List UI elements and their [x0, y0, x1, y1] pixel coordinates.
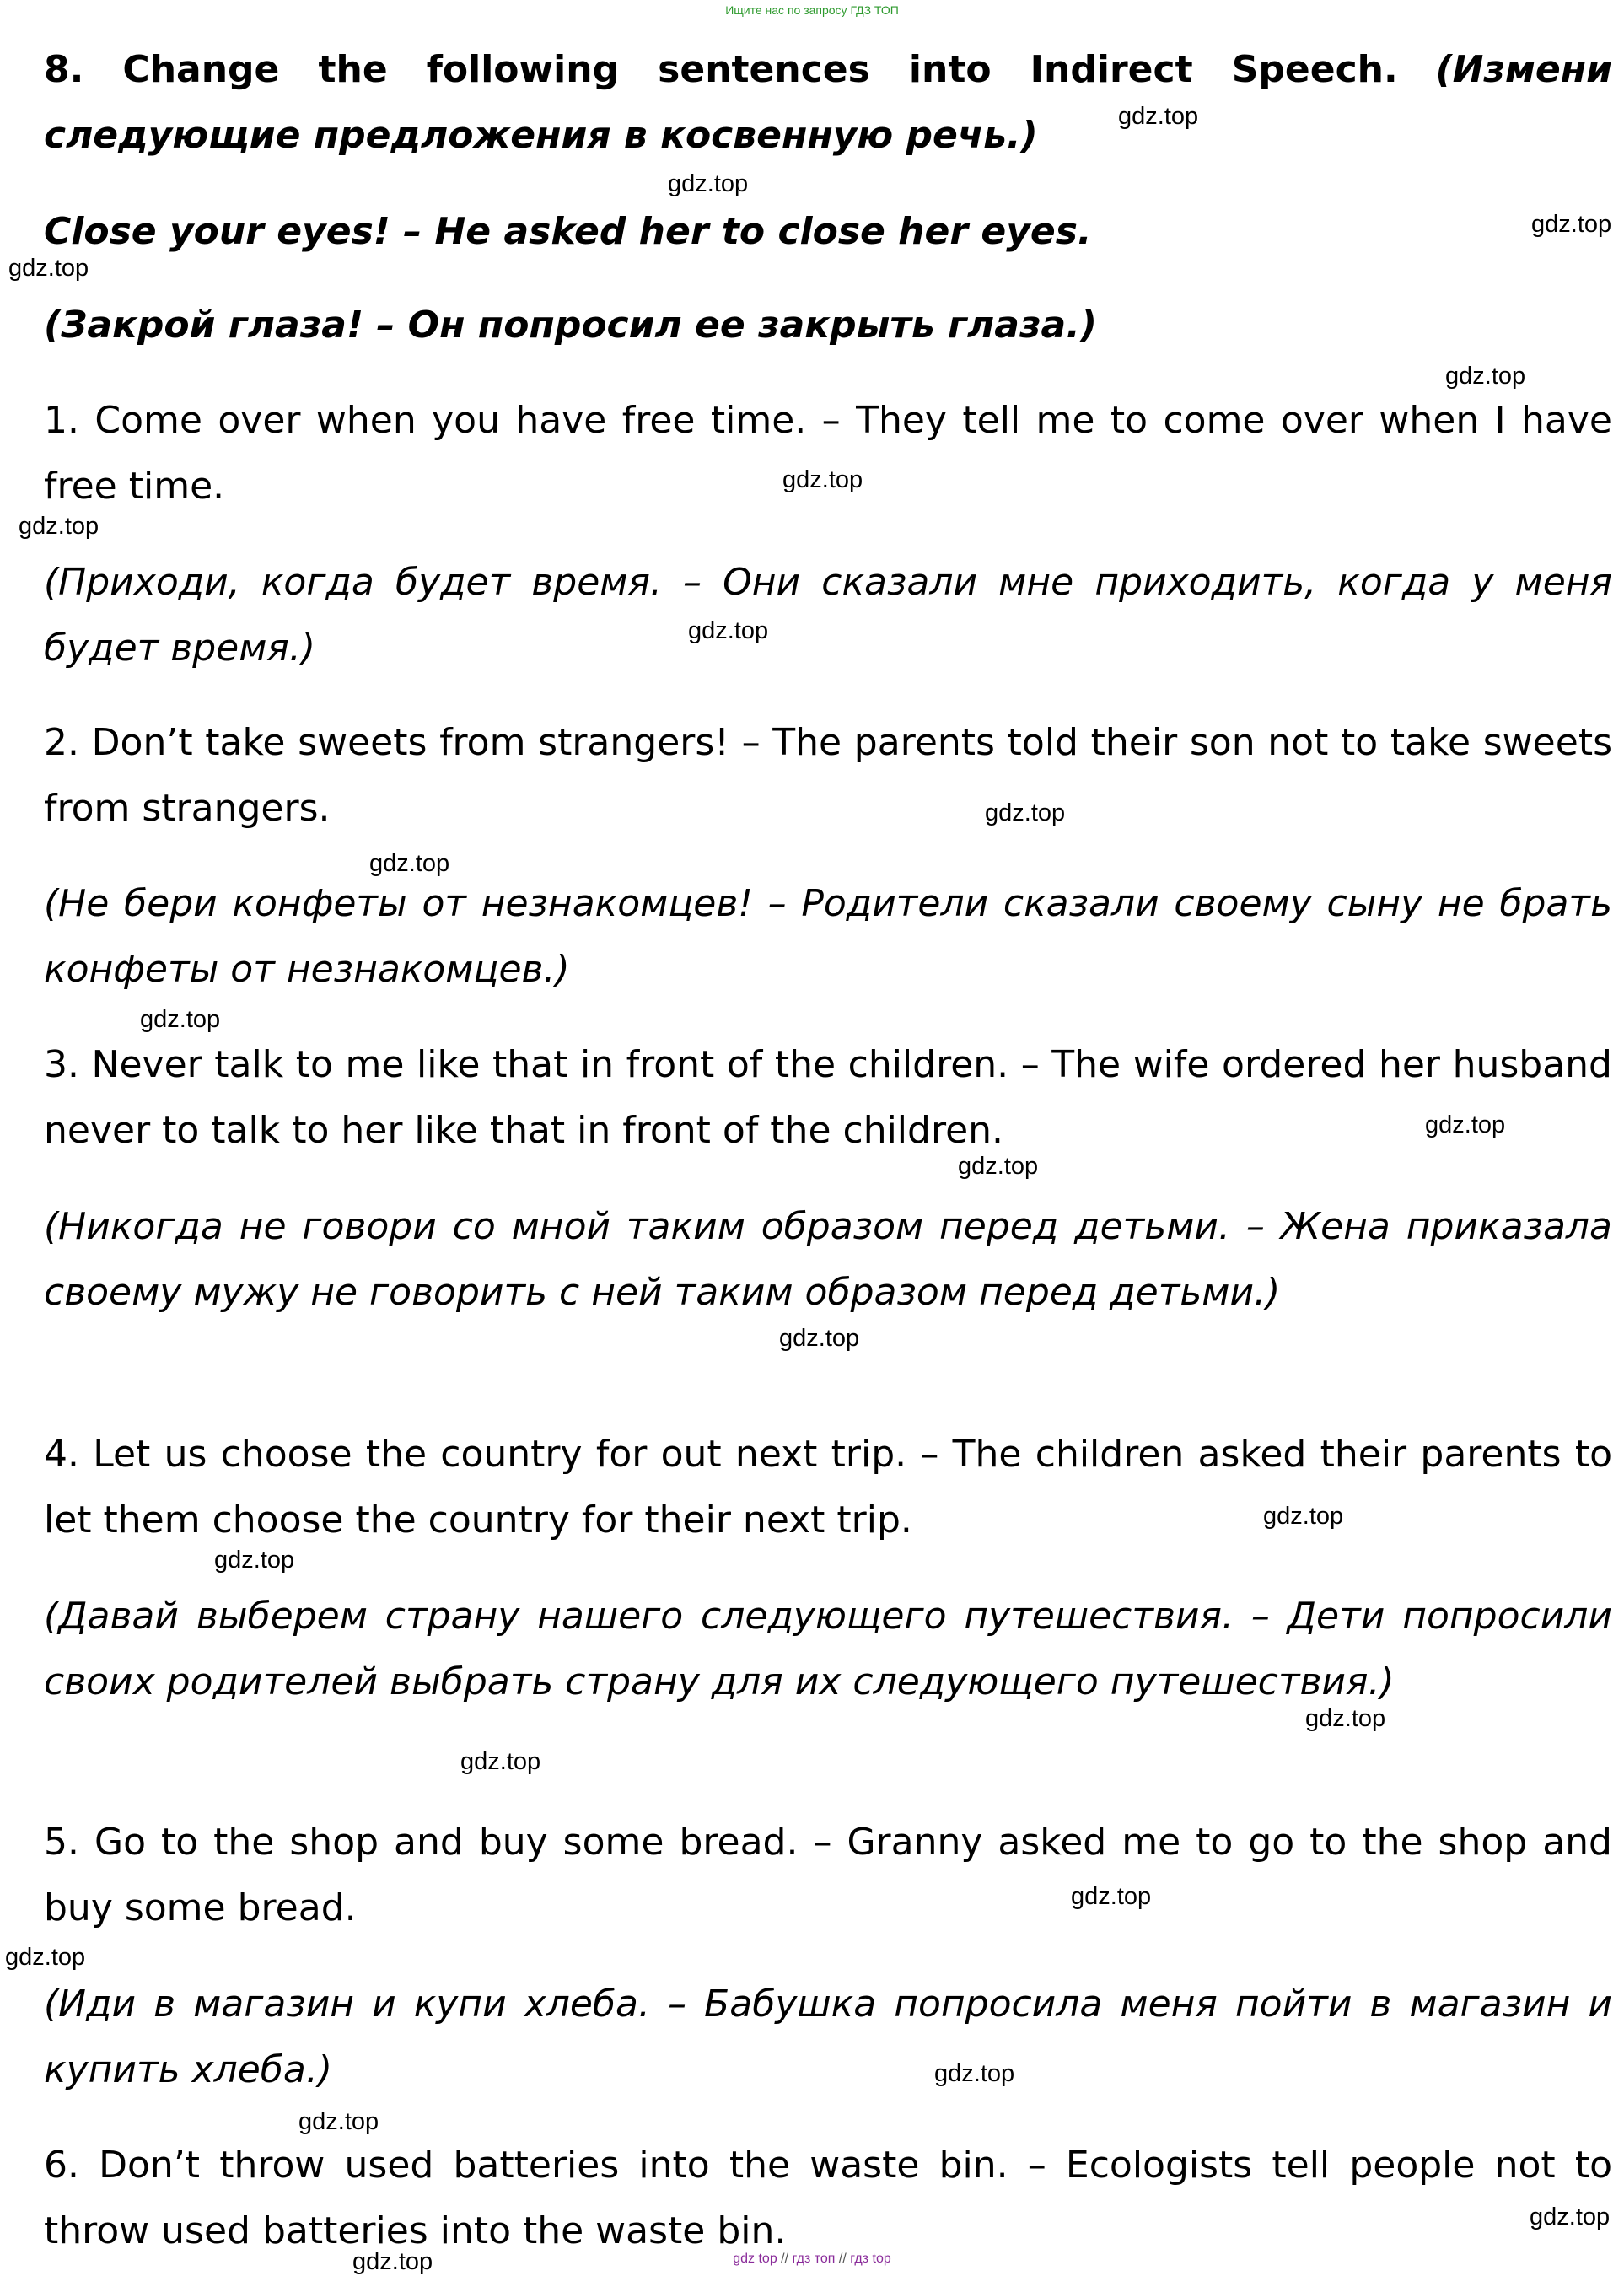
watermark: gdz.top [1118, 103, 1199, 130]
example-ru: (Закрой глаза! – Он попросил ее закрыть глаза.) [44, 304, 1098, 347]
watermark: gdz.top [779, 1325, 860, 1352]
task-title-en: 8. Change the following sentences into Indirect Speech. [44, 48, 1398, 91]
item-3-ru: (Никогда не говори со мной таким образом перед детьми. – Жена приказала своему мужу не говорить с ней таким образом перед детьми.) [44, 1205, 1612, 1314]
watermark: gdz.top [688, 617, 769, 644]
watermark: gdz.top [1445, 363, 1526, 390]
item-5-ru: (Иди в магазин и купи хлеба. – Бабушка попросила меня пойти в магазин и купить хлеба.) [44, 1983, 1612, 2091]
watermark: gdz.top [8, 255, 89, 282]
watermark: gdz.top [1071, 1883, 1152, 1910]
watermark: gdz.top [958, 1153, 1039, 1180]
watermark: gdz.top [19, 513, 99, 540]
watermark: gdz.top [369, 850, 450, 877]
watermark: gdz.top [5, 1944, 86, 1971]
footer-link-gdz-top-ru[interactable]: гдз топ [792, 2252, 836, 2266]
footer-links [0, 2252, 1624, 2267]
item-2-en: 2. Don’t take sweets from strangers! – The parents told their son not to take sweets from strangers. [44, 721, 1612, 830]
watermark: gdz.top [214, 1547, 295, 1574]
item-6-en: 6. Don’t throw used batteries into the waste bin. – Ecologists tell people not to throw used batteries into the waste bin. [44, 2144, 1612, 2252]
footer-link-gdz-top[interactable]: gdz top [733, 2252, 777, 2266]
footer-link-gdz-top-mixed[interactable]: гдз top [850, 2252, 891, 2266]
watermark: gdz.top [934, 2060, 1015, 2087]
item-3-en: 3. Never talk to me like that in front of the children. – The wife ordered her husband never to talk to her like that in front of the children. [44, 1043, 1612, 1152]
item-4-en: 4. Let us choose the country for out next trip. – The children asked their parents to let them choose the country for their next trip. [44, 1433, 1612, 1542]
watermark: gdz.top [298, 2108, 379, 2135]
watermark: gdz.top [460, 1748, 541, 1775]
task-title-ru: (Измени следующие предложения в косвенную речь.) [44, 48, 1612, 157]
item-4-ru: (Давай выберем страну нашего следующего путешествия. – Дети попросили своих родителей выбрать страну для их следующего путешествия.) [44, 1595, 1612, 1703]
footer-separator: // [838, 2252, 847, 2266]
task-title [44, 37, 1612, 169]
watermark: gdz.top [668, 170, 749, 197]
top-banner: Ищите нас по запросу ГДЗ ТОП [725, 3, 899, 17]
watermark: gdz.top [1305, 1705, 1386, 1732]
watermark: gdz.top [352, 2248, 433, 2275]
watermark: gdz.top [985, 799, 1066, 826]
item-5-en: 5. Go to the shop and buy some bread. – Granny asked me to go to the shop and buy some bread. [44, 1821, 1612, 1929]
footer-separator: // [781, 2252, 789, 2266]
item-2-ru: (Не бери конфеты от незнакомцев! – Родители сказали своему сыну не брать конфеты от незнакомцев.) [44, 882, 1612, 991]
watermark: gdz.top [1530, 2203, 1611, 2230]
example-en: Close your eyes! – He asked her to close her eyes. [44, 210, 1092, 253]
watermark: gdz.top [1531, 211, 1612, 238]
item-1-en: 1. Come over when you have free time. – They tell me to come over when I have free time. [44, 399, 1612, 508]
watermark: gdz.top [140, 1006, 221, 1033]
watermark: gdz.top [1263, 1503, 1344, 1530]
watermark: gdz.top [782, 466, 863, 493]
item-1-ru: (Приходи, когда будет время. – Они сказали мне приходить, когда у меня будет время.) [44, 561, 1612, 670]
watermark: gdz.top [1425, 1111, 1506, 1138]
